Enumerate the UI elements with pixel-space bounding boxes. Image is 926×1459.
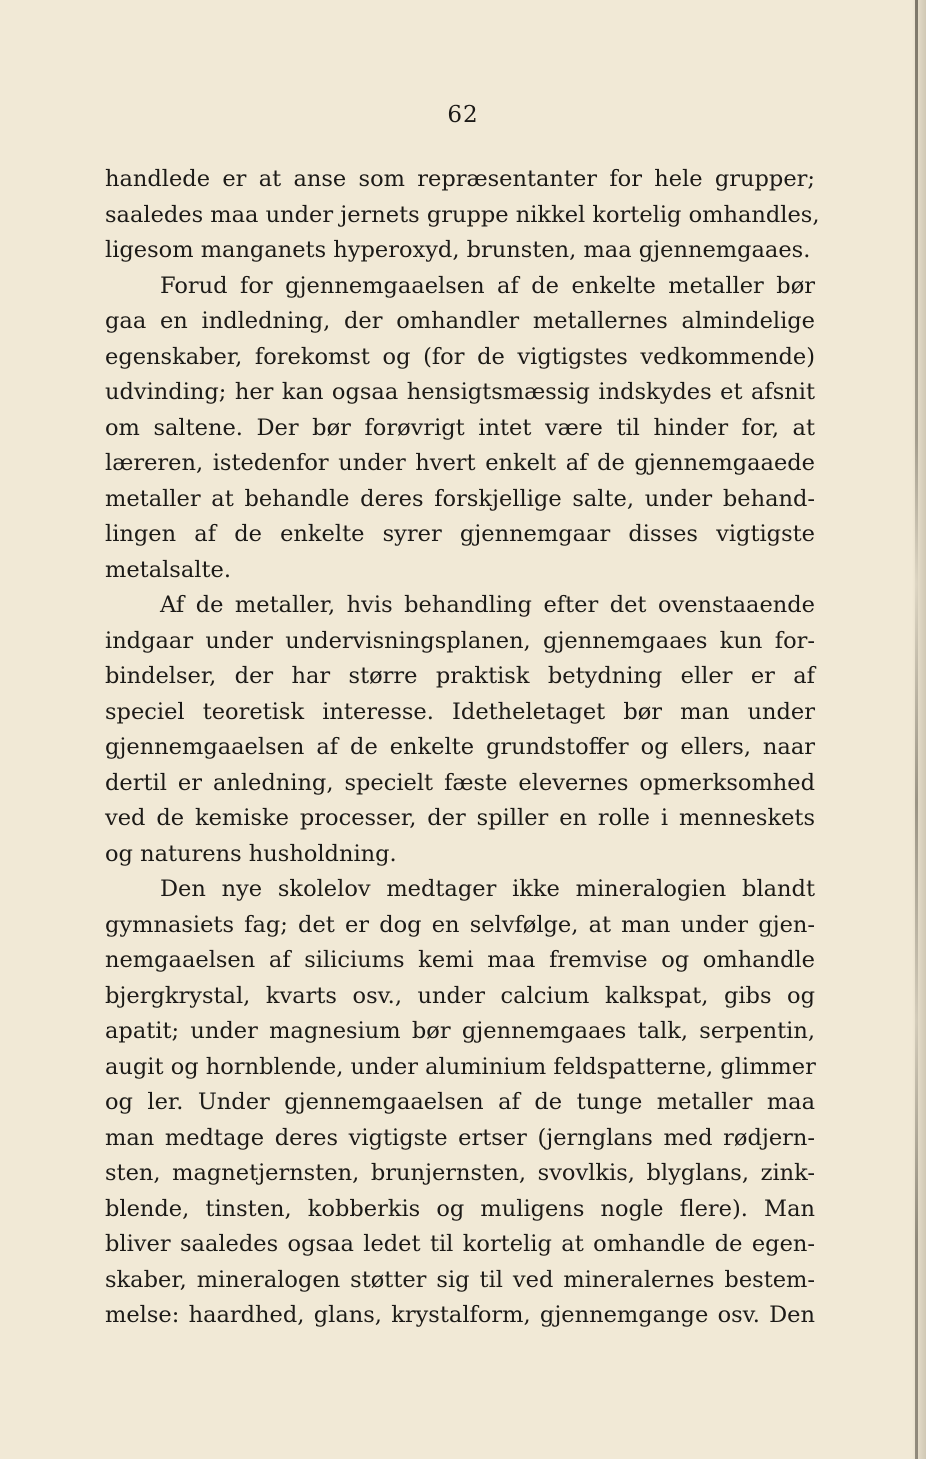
- text-line: handlede er at anse som repræsentanter for hele grupper;: [105, 166, 815, 192]
- text-line: og ler. Under gjennemgaaelsen af de tunge metaller maa: [105, 1089, 815, 1115]
- text-line: og naturens husholdning.: [105, 840, 397, 867]
- text-line: saaledes maa under jernets gruppe nikkel kortelig omhandles,: [105, 201, 820, 228]
- text-line: melse: haardhed, glans, krystalform, gjennemgange osv. Den: [105, 1302, 815, 1328]
- text-line: man medtage deres vigtigste ertser (jernglans med rødjern-: [105, 1124, 815, 1151]
- text-line: om saltene. Der bør forøvrigt intet være til hinder for, at: [105, 414, 815, 441]
- text-line: Af de metaller, hvis behandling efter det ovenstaaende: [160, 592, 815, 618]
- text-line: bliver saaledes ogsaa ledet til kortelig at omhandle de egen-: [105, 1231, 815, 1257]
- text-line: gjennemgaaelsen af de enkelte grundstoffer og ellers, naar: [105, 734, 815, 760]
- text-line: metaller at behandle deres forskjellige salte, under behand-: [105, 485, 815, 512]
- text-line: speciel teoretisk interesse. Idetheletaget bør man under: [105, 698, 815, 725]
- text-line: indgaar under undervisningsplanen, gjennemgaaes kun for-: [105, 627, 815, 654]
- text-line: bindelser, der har større praktisk betydning eller er af: [105, 663, 815, 689]
- text-line: apatit; under magnesium bør gjennemgaaes talk, serpentin,: [105, 1018, 815, 1044]
- text-line: dertil er anledning, specielt fæste elevernes opmerksomhed: [105, 769, 815, 796]
- text-line: gaa en indledning, der omhandler metallernes almindelige: [105, 308, 815, 334]
- text-line: skaber, mineralogen støtter sig til ved mineralernes bestem-: [105, 1266, 815, 1293]
- text-line: gymnasiets fag; det er dog en selvfølge, at man under gjen-: [105, 911, 815, 938]
- text-line: augit og hornblende, under aluminium feldspatterne, glimmer: [105, 1053, 816, 1080]
- text-line: metalsalte.: [105, 556, 231, 583]
- text-line: Forud for gjennemgaaelsen af de enkelte metaller bør: [160, 272, 815, 299]
- text-line: blende, tinsten, kobberkis og muligens nogle flere). Man: [105, 1195, 815, 1222]
- page-edge: [915, 0, 918, 1459]
- text-line: Den nye skolelov medtager ikke mineralogien blandt: [160, 876, 815, 902]
- page-number: 62: [447, 102, 479, 128]
- text-line: ved de kemiske processer, der spiller en rolle i menneskets: [105, 805, 815, 831]
- body-text: [105, 162, 820, 1334]
- text-line: lingen af de enkelte syrer gjennemgaar disses vigtigste: [105, 521, 815, 547]
- text-line: bjergkrystal, kvarts osv., under calcium kalkspat, gibs og: [105, 982, 815, 1009]
- text-line: læreren, istedenfor under hvert enkelt af de gjennemgaaede: [105, 450, 815, 476]
- text-line: sten, magnetjernsten, brunjernsten, svovlkis, blyglans, zink-: [105, 1160, 815, 1186]
- text-line: ligesom manganets hyperoxyd, brunsten, maa gjennemgaaes.: [105, 237, 811, 263]
- text-line: egenskaber, forekomst og (for de vigtigstes vedkommende): [105, 343, 815, 370]
- text-line: nemgaaelsen af siliciums kemi maa fremvise og omhandle: [105, 947, 815, 973]
- text-line: udvinding; her kan ogsaa hensigtsmæssig indskydes et afsnit: [105, 379, 815, 405]
